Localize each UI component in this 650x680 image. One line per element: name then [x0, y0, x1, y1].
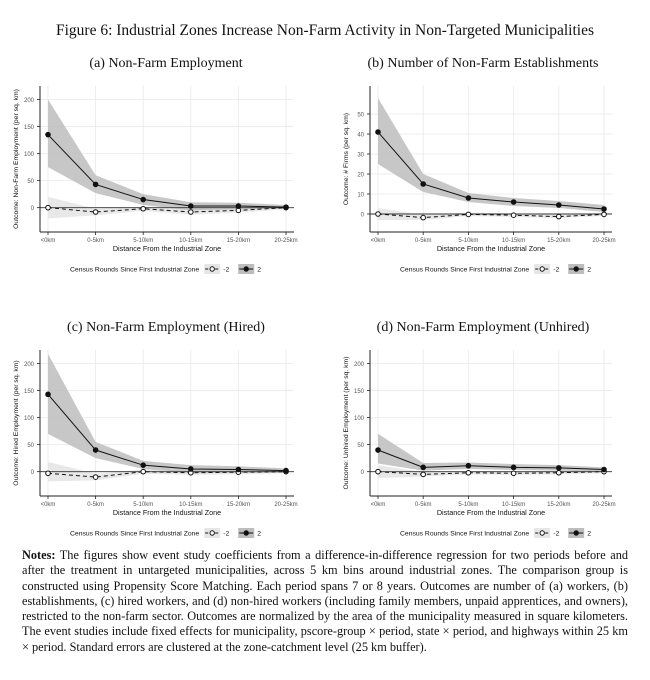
x-tick-label: <0km [40, 502, 56, 508]
data-point--2 [511, 471, 516, 476]
x-tick-label: <0km [370, 238, 386, 244]
legend-label--2: -2 [553, 266, 560, 274]
data-point--2 [557, 470, 562, 475]
y-tick-label: 0 [30, 206, 34, 213]
data-point-2 [557, 466, 562, 471]
y-tick-label: 100 [23, 416, 34, 423]
x-tick-label: 0-5km [414, 238, 432, 244]
panel-title-a: (a) Non-Farm Employment [89, 56, 243, 71]
ci-band-series-2 [378, 434, 604, 472]
panel-title-c: (c) Non-Farm Employment (Hired) [67, 320, 265, 335]
legend-label-2: 2 [587, 530, 591, 538]
legend-title: Census Rounds Since First Industrial Zone [70, 530, 200, 538]
legend-key-marker--2 [540, 531, 544, 535]
y-tick-label: 200 [23, 362, 34, 369]
y-axis-title: Outcome: Non-Farm Employment (per sq. km) [13, 89, 20, 229]
x-tick-label: 15-20km [226, 502, 251, 508]
y-tick-label: 50 [27, 443, 34, 450]
x-axis-title: Distance From the Industrial Zone [436, 508, 546, 517]
legend-label--2: -2 [223, 530, 230, 538]
x-tick-label: 15-20km [547, 238, 571, 244]
y-tick-label: 150 [23, 125, 34, 132]
x-tick-label: <0km [370, 502, 386, 508]
y-tick-label: 50 [357, 112, 364, 119]
x-tick-label: 20-25km [274, 238, 298, 244]
legend-label--2: -2 [553, 530, 560, 538]
data-point-2 [466, 463, 471, 468]
data-point--2 [376, 469, 381, 474]
panel-title-d: (d) Non-Farm Employment (Unhired) [376, 320, 590, 335]
y-axis-title: Outcome: Unhired Employment (per sq. km) [343, 356, 350, 490]
y-tick-label: 150 [353, 389, 364, 396]
notes-text: The figures show event study coefficients from a difference-in-difference regression for two periods before and after the treatment in untargeted municipalities, across 5 km bins around industrial zones. The comparison group is constructed using Propensity Score Matching. Each period spans 7 or 8 years. Outcomes are number of (a) workers, (b) establishments, (c) hired workers, and (d) non-hired workers (including family members, unpaid apprentices, and owners), restricted to the non-farm sector. Outcomes are normalized by the area of the municipality measured in square kilometers. The event studies include fixed effects for municipality, pscore-group × period, state × period, and highways within 25 km × period. Standard errors are clustered at the zone-catchment level (25 km buffer). [22, 548, 629, 654]
legend-label--2: -2 [223, 266, 230, 274]
x-tick-label: 0-5km [87, 502, 104, 508]
x-tick-label: 10-15km [501, 238, 526, 244]
x-tick-label: 20-25km [592, 238, 616, 244]
legend-label-2: 2 [257, 266, 261, 274]
x-axis-title: Distance From the Industrial Zone [112, 244, 222, 253]
y-tick-label: 200 [353, 362, 364, 369]
y-tick-label: 0 [360, 212, 364, 219]
data-point-2 [511, 465, 516, 470]
notes-label: Notes: [22, 548, 56, 562]
figure-notes [22, 548, 628, 655]
y-axis-title: Outcome: Hired Employment (per sq. km) [13, 360, 20, 486]
x-tick-label: 15-20km [547, 502, 571, 508]
x-tick-label: 5-10km [133, 502, 154, 508]
panel-title-b: (b) Number of Non-Farm Establishments [367, 56, 599, 71]
y-tick-label: 150 [23, 389, 34, 396]
legend-title: Census Rounds Since First Industrial Zone [70, 266, 200, 274]
x-tick-label: 0-5km [87, 238, 104, 244]
x-tick-label: 5-10km [458, 502, 479, 508]
y-tick-label: 50 [357, 443, 364, 450]
y-tick-label: 10 [357, 192, 364, 199]
x-tick-label: 10-15km [179, 502, 203, 508]
figure-title: Figure 6: Industrial Zones Increase Non-Farm Activity in Non-Targeted Municipalities [56, 22, 594, 39]
x-tick-label: 20-25km [592, 502, 616, 508]
y-tick-label: 100 [353, 416, 364, 423]
y-tick-label: 50 [27, 179, 34, 186]
y-tick-label: 0 [360, 470, 364, 477]
data-point-2 [376, 448, 381, 453]
legend-label-2: 2 [587, 266, 591, 274]
x-tick-label: 20-25km [274, 502, 298, 508]
y-tick-label: 20 [357, 172, 364, 179]
data-point-2 [421, 465, 426, 470]
legend-key-marker-2 [574, 531, 578, 535]
data-point--2 [466, 470, 471, 475]
legend-title: Census Rounds Since First Industrial Zone [400, 266, 530, 274]
x-tick-label: 15-20km [226, 238, 251, 244]
x-tick-label: 5-10km [133, 238, 154, 244]
legend-title: Census Rounds Since First Industrial Zone [400, 530, 530, 538]
y-axis-title: Outcome: # Firms (per sq. km) [343, 112, 350, 206]
x-tick-label: 10-15km [501, 502, 526, 508]
data-point-2 [602, 467, 607, 472]
x-axis-title: Distance From the Industrial Zone [436, 244, 546, 253]
y-tick-label: 200 [23, 98, 34, 105]
x-tick-label: 10-15km [179, 238, 203, 244]
y-tick-label: 0 [30, 470, 34, 477]
y-tick-label: 40 [357, 132, 364, 139]
x-axis-title: Distance From the Industrial Zone [112, 508, 222, 517]
x-tick-label: 0-5km [414, 502, 432, 508]
y-tick-label: 100 [23, 152, 34, 159]
legend-label-2: 2 [257, 530, 261, 538]
y-tick-label: 30 [357, 152, 364, 159]
data-point--2 [421, 472, 426, 477]
x-tick-label: <0km [40, 238, 56, 244]
x-tick-label: 5-10km [458, 238, 479, 244]
